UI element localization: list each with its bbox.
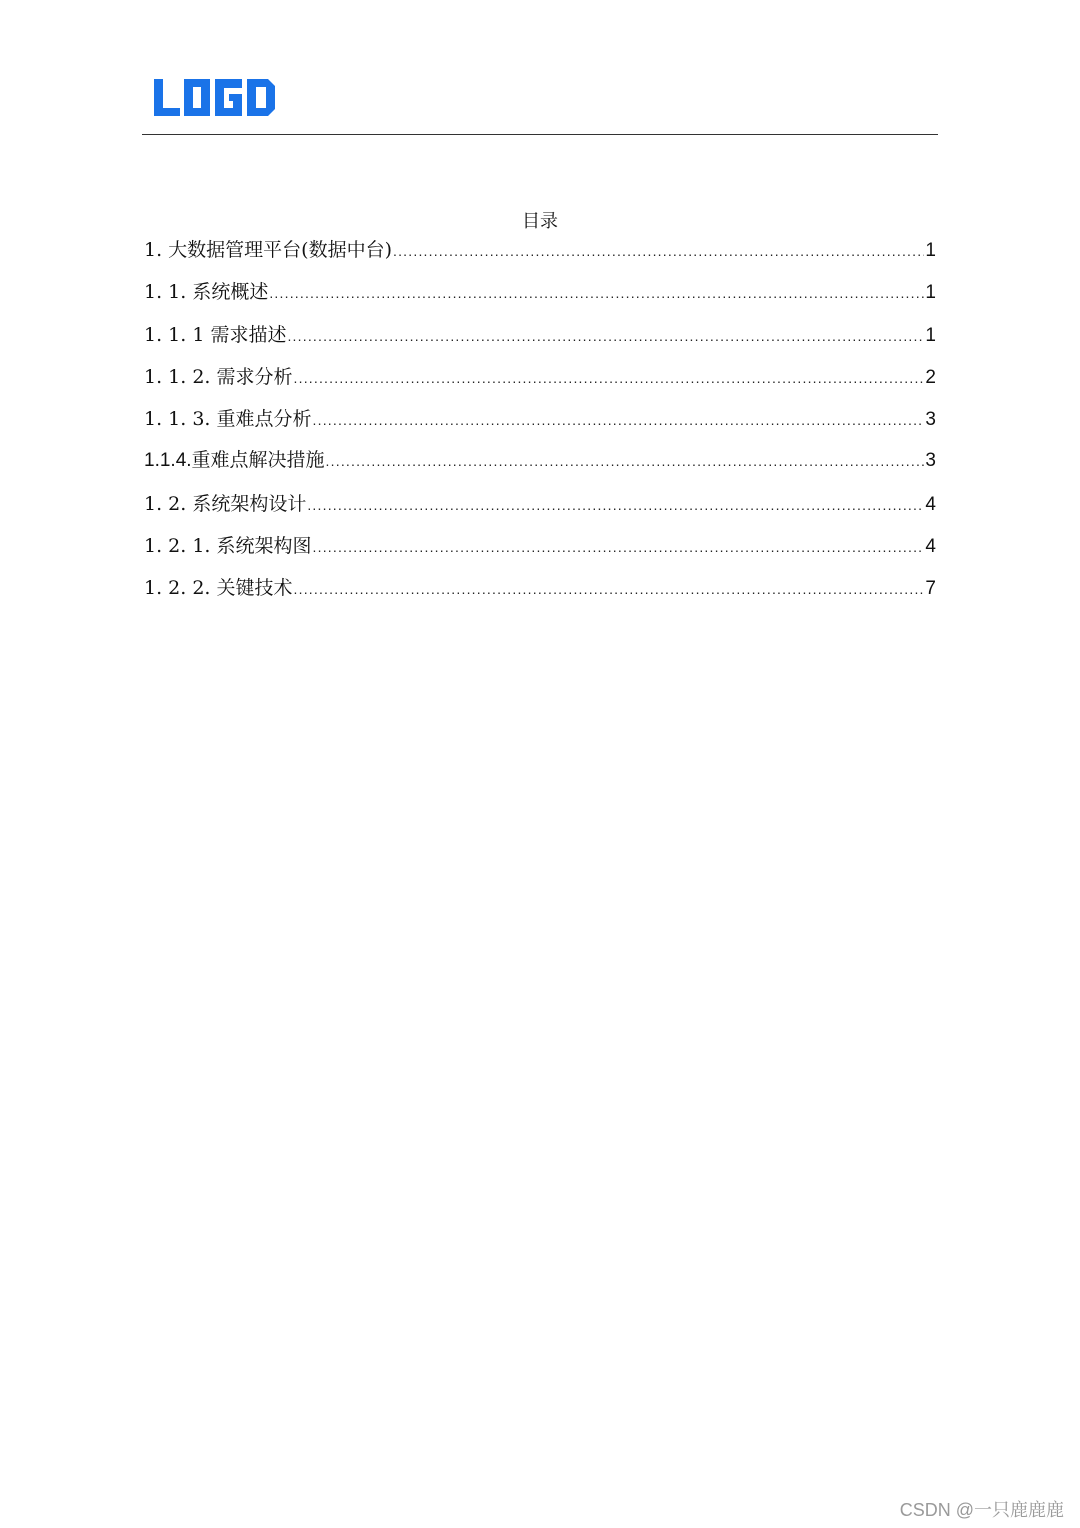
toc-entry[interactable]: [144, 236, 936, 278]
toc-entry[interactable]: [144, 490, 936, 532]
toc-entry[interactable]: [144, 363, 936, 405]
toc-entry-label: 1. 1. 2. 需求分析: [144, 365, 293, 388]
toc-dot-leader: [393, 237, 924, 265]
toc-dot-leader: [313, 533, 925, 561]
toc-dot-leader: [269, 279, 924, 307]
logo-image: [152, 76, 278, 118]
toc-entry[interactable]: [144, 447, 936, 489]
toc-entry[interactable]: [144, 321, 936, 363]
toc-entry[interactable]: [144, 532, 936, 574]
logo: [152, 72, 278, 122]
toc-dot-leader: [307, 491, 924, 519]
toc-entry-label: 1. 2. 2. 关键技术: [144, 577, 293, 600]
toc-page-number: 1: [925, 324, 936, 346]
toc-page-number: 4: [925, 536, 936, 558]
toc-entry-label: 1. 大数据管理平台(数据中台): [144, 239, 392, 261]
toc-entry-label: 1. 1. 系统概述: [144, 281, 269, 304]
toc-entry[interactable]: [144, 405, 936, 447]
toc-entry-label: 1. 1. 3. 重难点分析: [144, 408, 312, 431]
csdn-watermark: CSDN @一只鹿鹿鹿: [899, 1500, 1064, 1520]
toc-page-number: 3: [925, 409, 936, 431]
toc-entry-label: 1.1.4.重难点解决措施: [144, 450, 325, 472]
toc-page-number: 3: [925, 450, 936, 472]
toc-entry-label: 1. 2. 1. 系统架构图: [144, 535, 312, 558]
toc-entry-label: 1. 2. 系统架构设计: [144, 492, 307, 515]
toc-dot-leader: [313, 406, 925, 434]
toc-entry-label: 1. 1. 1 需求描述: [144, 323, 287, 346]
toc-page-number: 7: [925, 578, 936, 600]
toc-page-number: 4: [925, 493, 936, 515]
toc-entry[interactable]: [144, 574, 936, 616]
toc-page-number: 2: [925, 366, 936, 388]
table-of-contents: [144, 236, 936, 617]
header-divider: [142, 134, 938, 135]
toc-entry[interactable]: [144, 278, 936, 320]
toc-page-number: 1: [925, 282, 936, 304]
toc-title: 目录: [522, 211, 558, 232]
toc-dot-leader: [294, 364, 925, 392]
toc-dot-leader: [287, 322, 924, 350]
toc-page-number: 1: [925, 240, 936, 261]
toc-dot-leader: [326, 447, 925, 475]
toc-dot-leader: [294, 575, 925, 603]
